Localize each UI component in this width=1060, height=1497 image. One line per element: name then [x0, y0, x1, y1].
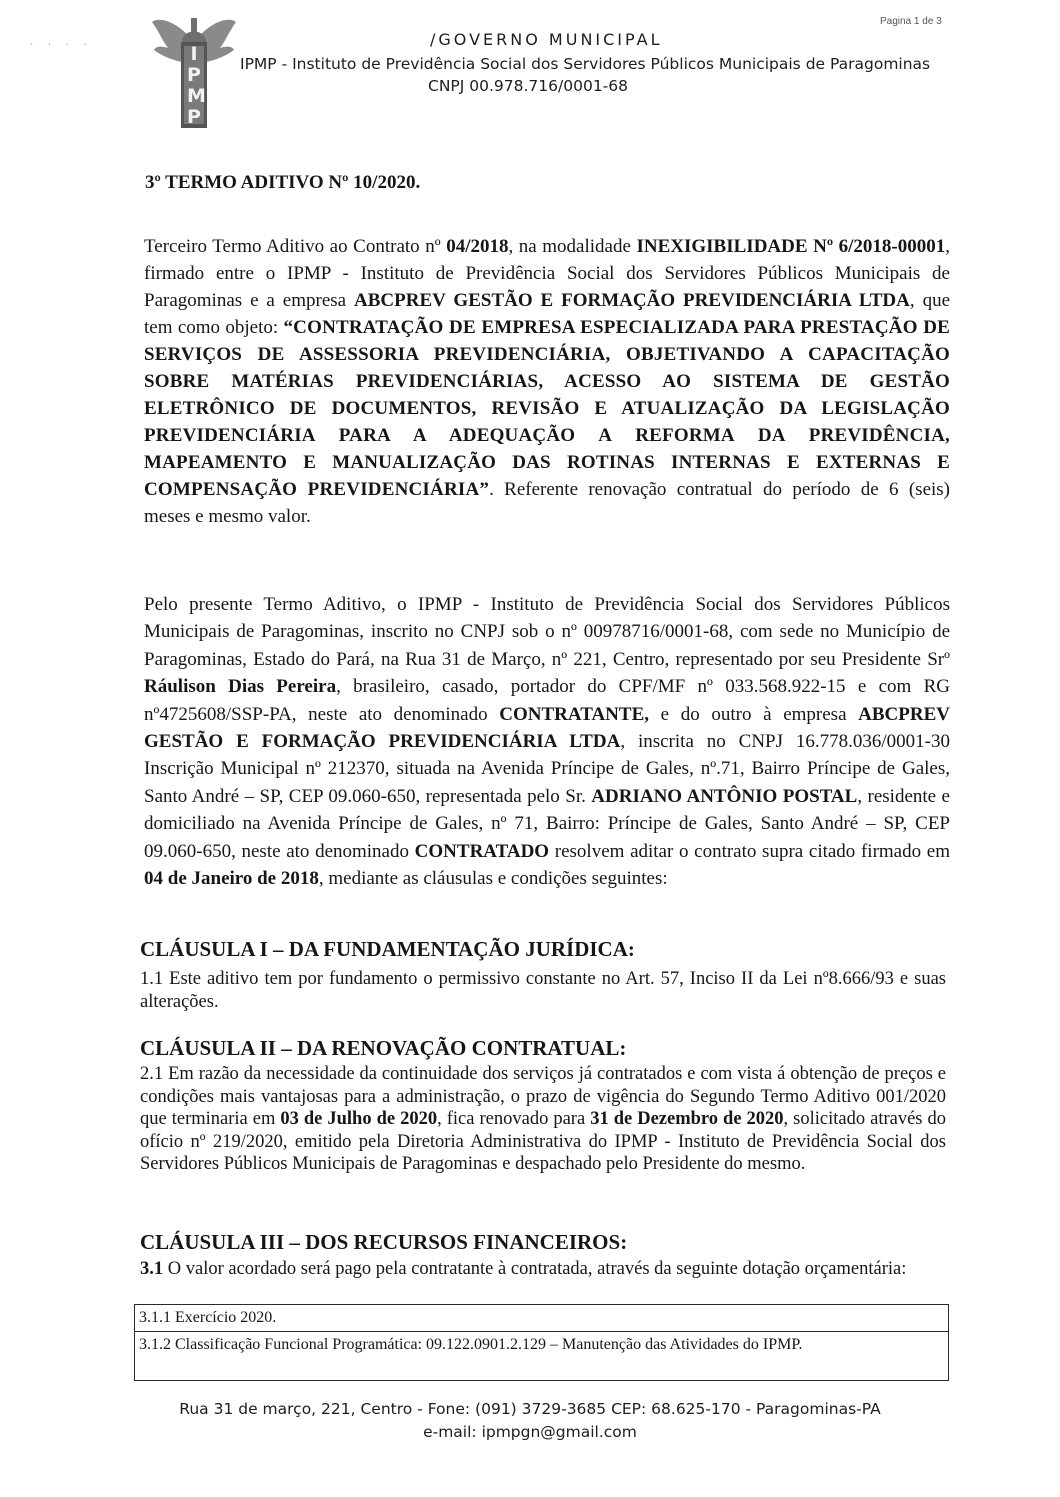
text-fragment: , residente e domiciliado na Avenida Príncipe de Gales, nº 71, Bairro: Príncipe de Gales, Santo André – SP, CEP 09.060-650, neste ato denominado	[144, 785, 950, 862]
document-title: 3º TERMO ADITIVO Nº 10/2020.	[145, 172, 421, 193]
company-name: ABCPREV GESTÃO E FORMAÇÃO PREVIDENCIÁRIA LTDA	[354, 290, 910, 311]
scan-artifact: · · · ·	[30, 40, 93, 51]
modality: INEXIGIBILIDADE Nº 6/2018-00001	[636, 236, 946, 257]
text-fragment: O valor acordado será pago pela contratante à contratada, através da seguinte dotação orçamentária:	[163, 1259, 907, 1279]
footer-address: Rua 31 de março, 221, Centro - Fone: (091) 3729-3685 CEP: 68.625-170 - Paragominas-PA	[179, 1400, 881, 1418]
text-fragment: . Referente renovação contratual do período de 6 (seis) meses e mesmo valor.	[144, 479, 950, 527]
contract-number: 04/2018	[446, 236, 509, 257]
intro-paragraph	[144, 233, 950, 530]
text-fragment: , inscrita no CNPJ 16.778.036/0001-30 Inscrição Municipal nº 212370, situada na Avenida Príncipe de Gales, nº.71, Bairro Príncipe de Gales, Santo André – SP, CEP 09.060-650, representada pelo Sr.	[144, 731, 951, 807]
text-fragment: Terceiro Termo Aditivo ao Contrato nº	[144, 236, 447, 257]
table-row	[135, 1305, 949, 1332]
table-row	[135, 1332, 949, 1381]
clause-1-text: 1.1 Este aditivo tem por fundamento o permissivo constante no Art. 57, Inciso II da Lei nº8.666/93 e suas alterações.	[140, 969, 946, 1012]
text-fragment: , solicitado através do ofício nº 219/2020, emitido pela Diretoria Administrativa do IPMP - Instituto de Previdência Social dos Servidores Públicos Municipais de Paragominas e despachado pelo Presidente do mesmo.	[140, 1109, 947, 1174]
text-fragment: , fica renovado para	[437, 1109, 591, 1129]
text-fragment: , brasileiro, casado, portador do CPF/MF nº 033.568.922-15 e com RG nº4725608/SSP-PA, neste ato denominado	[144, 676, 950, 725]
text-fragment: , que tem como objeto:	[144, 290, 950, 338]
contratante-label: CONTRATANTE,	[499, 703, 649, 725]
page-number: Pagina 1 de 3	[880, 16, 942, 27]
contratado-label: CONTRATADO	[414, 840, 550, 862]
clause-1-title: CLÁUSULA I – DA FUNDAMENTAÇÃO JURÍDICA:	[140, 937, 635, 961]
company-name: ABCPREV GESTÃO E FORMAÇÃO PREVIDENCIÁRIA LTDA	[144, 703, 950, 753]
text-fragment: 2.1 Em razão da necessidade da continuidade dos serviços já contratados e com vista á obtenção de preços e condições mais vantajosas para a administração, o prazo de vigência do Segundo Termo Aditivo 001/2020 que terminaria em	[140, 1064, 946, 1129]
contract-object: “CONTRATAÇÃO DE EMPRESA ESPECIALIZADA PARA PRESTAÇÃO DE SERVIÇOS DE ASSESSORIA PREVIDENCIÁRIA, OBJETIVANDO A CAPACITAÇÃO SOBRE MATÉRIAS PREVIDENCIÁRIAS, ACESSO AO SISTEMA DE GESTÃO ELETRÔNICO DE DOCUMENTOS, REVISÃO E ATUALIZAÇÃO DA LEGISLAÇÃO PREVIDENCIÁRIA PARA A ADEQUAÇÃO A REFORMA DA PREVIDÊNCIA, MAPEAMENTO E MANUALIZAÇÃO DAS ROTINAS INTERNAS E EXTERNAS E COMPENSAÇÃO PREVIDENCIÁRIA”	[144, 317, 950, 500]
header-government: /GOVERNO MUNICIPAL	[430, 30, 663, 49]
table-cell: 3.1.2 Classificação Funcional Programática: 09.122.0901.2.129 – Manutenção das Atividades do IPMP.	[135, 1332, 949, 1381]
clause-2-title: CLÁUSULA II – DA RENOVAÇÃO CONTRATUAL:	[140, 1036, 627, 1060]
end-date-new: 31 de Dezembro de 2020	[590, 1109, 784, 1129]
logo-text: IPMP	[187, 43, 206, 128]
clause-2-text	[140, 1063, 946, 1176]
clause-3-title: CLÁUSULA III – DOS RECURSOS FINANCEIROS:	[140, 1230, 628, 1254]
text-fragment: , firmado entre o IPMP - Instituto de Previdência Social dos Servidores Públicos Municipais de Paragominas e a empresa	[144, 236, 951, 311]
budget-table	[134, 1304, 949, 1381]
end-date-old: 03 de Julho de 2020	[280, 1109, 438, 1129]
header-institute: IPMP - Instituto de Previdência Social dos Servidores Públicos Municipais de Paragominas	[240, 55, 931, 73]
header-cnpj: CNPJ 00.978.716/0001-68	[428, 77, 628, 95]
text-fragment: resolvem aditar o contrato supra citado firmado em	[549, 840, 950, 862]
contract-date: 04 de Janeiro de 2018	[144, 868, 319, 890]
president-name: Ráulison Dias Pereira	[144, 676, 337, 698]
parties-paragraph	[144, 591, 950, 892]
clause-3-text	[140, 1258, 946, 1281]
clause-number: 3.1	[140, 1259, 164, 1279]
text-fragment: e do outro à empresa	[649, 703, 859, 725]
logo-letters	[181, 44, 207, 128]
table-cell: 3.1.1 Exercício 2020.	[135, 1305, 949, 1332]
text-fragment: Pelo presente Termo Aditivo, o IPMP - Instituto de Previdência Social dos Servidores Públicos Municipais de Paragominas, inscrito no CNPJ sob o nº 00978716/0001-68, com sede no Município de Paragominas, Estado do Pará, na Rua 31 de Março, nº 221, Centro, representado por seu Presidente Srº	[144, 594, 950, 670]
text-fragment: , na modalidade	[508, 236, 637, 257]
text-fragment: , mediante as cláusulas e condições seguintes:	[318, 868, 668, 890]
footer-email: e-mail: ipmpgn@gmail.com	[423, 1423, 637, 1441]
representative-name: ADRIANO ANTÔNIO POSTAL	[591, 785, 858, 807]
